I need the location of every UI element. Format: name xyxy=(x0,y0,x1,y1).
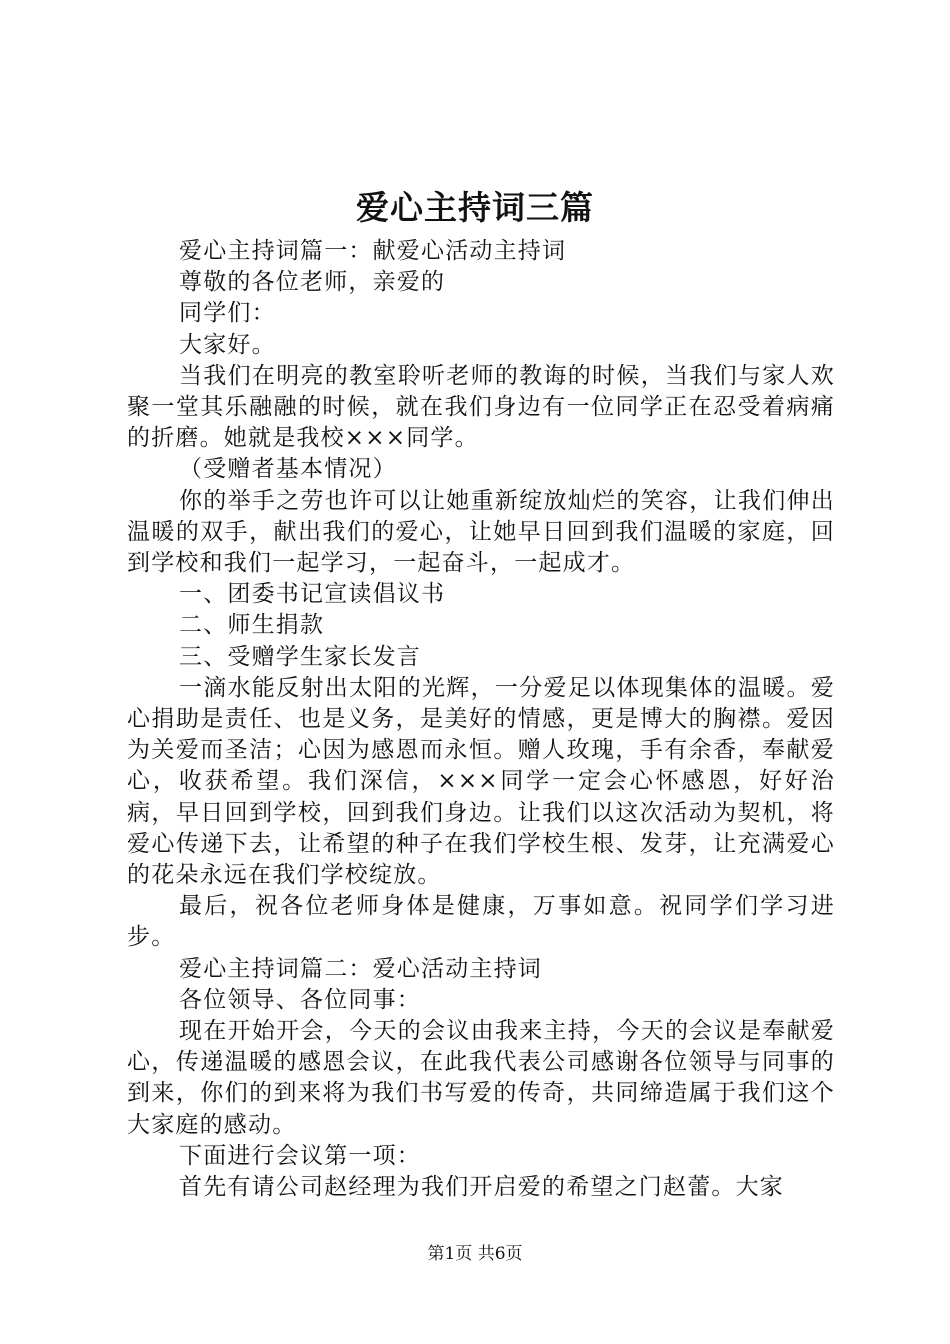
paragraph: 爱心主持词篇一：献爱心活动主持词 xyxy=(179,238,567,264)
paragraph: 现在开始开会，今天的会议由我来主持，今天的会议是奉献爱心，传递温暖的感恩会议，在此我代表公司感谢各位领导与同事的到来，你们的到来将为我们书写爱的传奇，共同缔造属于我们这个大家庭的感动。 xyxy=(127,1018,835,1138)
page-footer: 第1页 共6页 xyxy=(427,1244,523,1264)
paragraph: 当我们在明亮的教室聆听老师的教诲的时候，当我们与家人欢聚一堂其乐融融的时候，就在我们身边有一位同学正在忍受着病痛的折磨。她就是我校×××同学。 xyxy=(127,362,835,452)
paragraph: 二、师生捐款 xyxy=(179,612,325,639)
paragraph: 同学们： xyxy=(179,300,276,327)
paragraph: 一、团委书记宣读倡议书 xyxy=(179,581,446,608)
paragraph: （受赠者基本情况） xyxy=(179,456,397,483)
paragraph: 首先有请公司赵经理为我们开启爱的希望之门赵蕾。大家 xyxy=(179,1174,784,1201)
paragraph: 你的举手之劳也许可以让她重新绽放灿烂的笑容，让我们伸出温暖的双手，献出我们的爱心，让她早日回到我们温暖的家庭，回到学校和我们一起学习，一起奋斗，一起成才。 xyxy=(127,487,835,577)
paragraph: 爱心主持词篇二：爱心活动主持词 xyxy=(179,955,542,982)
paragraph: 大家好。 xyxy=(179,331,276,358)
document-body xyxy=(127,236,835,1203)
paragraph: 一滴水能反射出太阳的光辉，一分爱足以体现集体的温暖。爱心捐助是责任、也是义务，是美好的情感，更是博大的胸襟。爱因为关爱而圣洁；心因为感恩而永恒。赠人玫瑰，手有余香，奉献爱心，收获希望。我们深信，×××同学一定会心怀感恩，好好治病，早日回到学校，回到我们身边。让我们以这次活动为契机，将爱心传递下去，让希望的种子在我们学校生根、发芽，让充满爱心的花朵永远在我们学校绽放。 xyxy=(127,674,835,889)
paragraph: 下面进行会议第一项： xyxy=(179,1142,421,1169)
paragraph: 三、受赠学生家长发言 xyxy=(179,643,421,670)
paragraph: 最后，祝各位老师身体是健康，万事如意。祝同学们学习进步。 xyxy=(127,893,835,951)
document-title: 爱心主持词三篇 xyxy=(356,188,594,227)
paragraph: 尊敬的各位老师，亲爱的 xyxy=(179,269,446,296)
paragraph: 各位领导、各位同事： xyxy=(179,986,421,1013)
